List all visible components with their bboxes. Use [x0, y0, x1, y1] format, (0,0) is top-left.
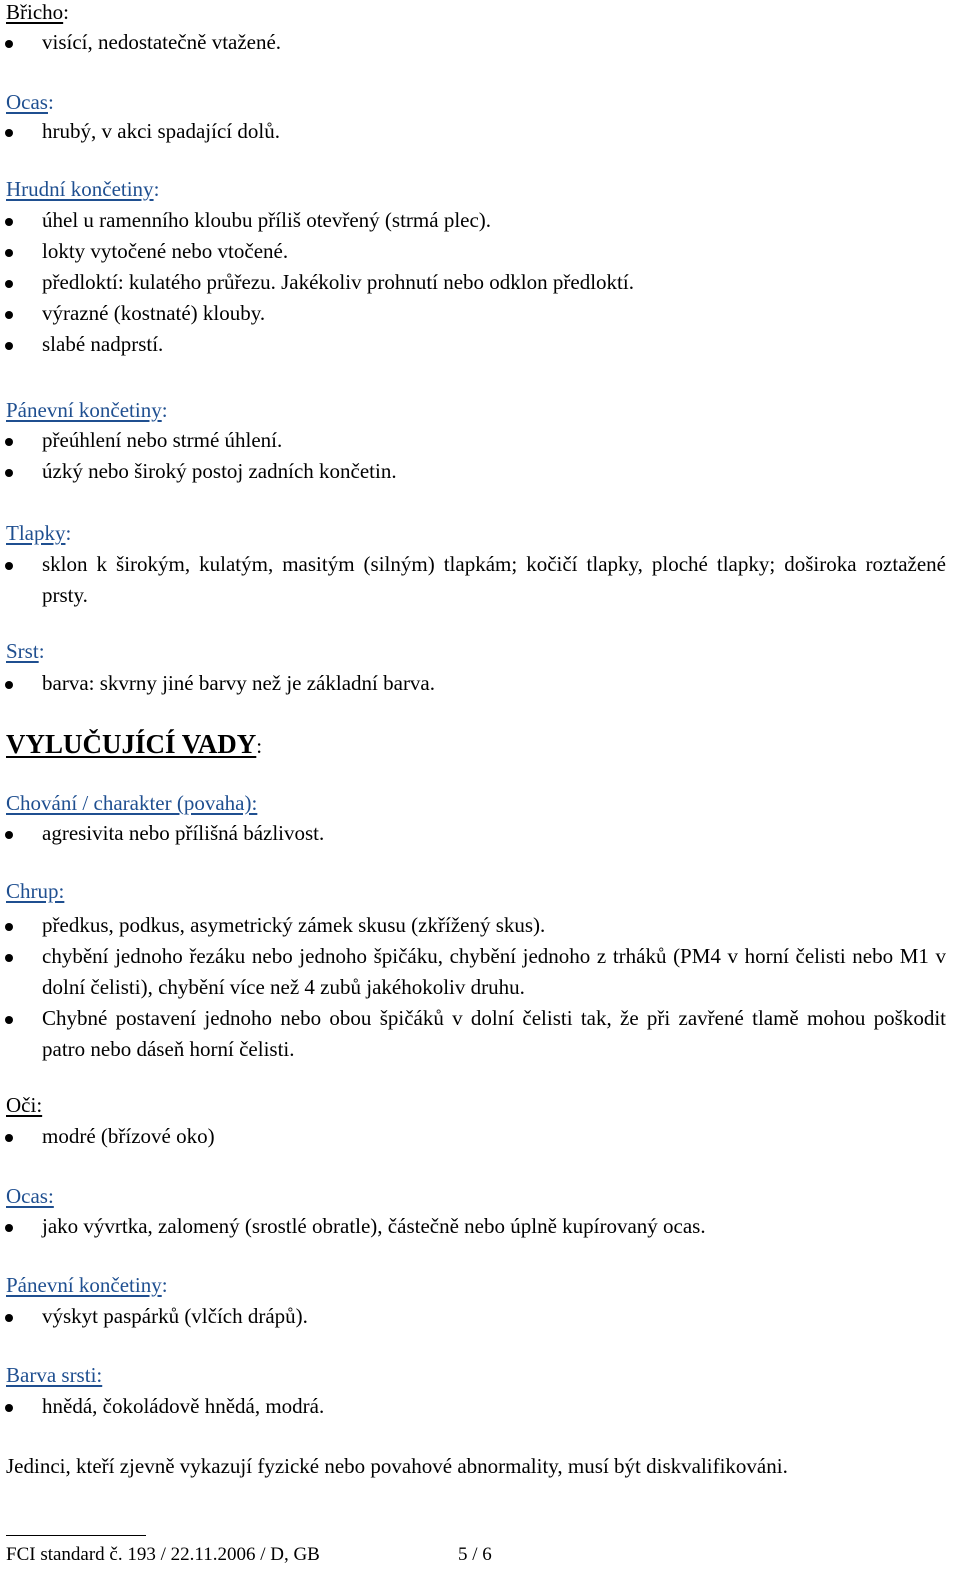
page-footer: [6, 1540, 956, 1570]
heading-colon: :: [63, 0, 69, 24]
page-number: 5 / 6: [458, 1544, 492, 1565]
bullet-icon: [5, 469, 13, 477]
list-item: modré (břízové oko): [0, 1121, 946, 1152]
heading-colon: :: [65, 521, 72, 545]
bullet-icon: [5, 218, 13, 226]
heading-colon: :: [38, 639, 45, 663]
section-heading: [6, 879, 64, 903]
bullet-icon: [5, 562, 13, 570]
heading-colon: :: [47, 90, 54, 114]
section-heading: [6, 791, 257, 815]
section-heading: [6, 90, 54, 114]
bullet-icon: [5, 438, 13, 446]
item-list: [0, 818, 960, 849]
section-heading: [6, 1363, 102, 1387]
footer-standard-text: FCI standard č. 193 / 22.11.2006 / D, GB: [6, 1544, 320, 1565]
item-list: [0, 1301, 960, 1332]
list-item: sklon k širokým, kulatým, masitým (silným) tlapkám; kočičí tlapky, ploché tlapky; doširoka roztažené prsty.: [0, 549, 946, 611]
item-list: [0, 549, 960, 611]
heading-text: Hrudní končetiny: [6, 177, 154, 201]
item-list: [0, 910, 960, 1065]
item-list: [0, 1121, 960, 1152]
list-item: Chybné postavení jednoho nebo obou špičáků v dolní čelisti tak, že při zavřené tlamě mohou poškodit patro nebo dáseň horní čelisti.: [0, 1003, 946, 1065]
heading-text: Barva srsti:: [6, 1363, 103, 1387]
bullet-icon: [5, 249, 13, 257]
item-list: [0, 1391, 960, 1422]
section-heading: [6, 0, 69, 24]
list-item: agresivita nebo přílišná bázlivost.: [0, 818, 946, 849]
bullet-icon: [5, 923, 13, 931]
closing-paragraph: Jedinci, kteří zjevně vykazují fyzické nebo povahové abnormality, musí být diskvalifikováni.: [6, 1454, 788, 1478]
heading-text: Tlapky: [6, 521, 66, 545]
list-item: předloktí: kulatého průřezu. Jakékoliv prohnutí nebo odklon předloktí.: [0, 267, 946, 298]
heading-text: VYLUČUJÍCÍ VADY: [6, 729, 257, 759]
heading-text: Pánevní končetiny: [6, 398, 162, 422]
list-item: přeúhlení nebo strmé úhlení.: [0, 425, 946, 456]
bullet-icon: [5, 280, 13, 288]
list-item: úhel u ramenního kloubu příliš otevřený (strmá plec).: [0, 205, 946, 236]
heading-text: Ocas: [6, 90, 48, 114]
heading-colon: :: [161, 1273, 168, 1297]
bullet-icon: [5, 1404, 13, 1412]
bullet-icon: [5, 1016, 13, 1024]
bullet-icon: [5, 954, 13, 962]
heading-colon: :: [153, 177, 160, 201]
list-item: úzký nebo široký postoj zadních končetin.: [0, 456, 946, 487]
heading-text: Srst: [6, 639, 39, 663]
list-item: chybění jednoho řezáku nebo jednoho špičáku, chybění jednoho z trháků (PM4 v horní čelisti nebo M1 v dolní čelisti), chybění více než 4 zubů jakéhokoliv druhu.: [0, 941, 946, 1003]
list-item: předkus, podkus, asymetrický zámek skusu (zkřížený skus).: [0, 910, 946, 941]
list-item: lokty vytočené nebo vtočené.: [0, 236, 946, 267]
item-list: [0, 27, 960, 58]
heading-colon: :: [256, 734, 263, 758]
bullet-icon: [5, 1314, 13, 1322]
item-list: [0, 1211, 960, 1242]
bullet-icon: [5, 129, 13, 137]
heading-text: Chování / charakter (povaha):: [6, 791, 258, 815]
bullet-icon: [5, 1224, 13, 1232]
heading-text: Oči:: [6, 1093, 43, 1117]
list-item: visící, nedostatečně vtažené.: [0, 27, 946, 58]
item-list: [0, 205, 960, 360]
list-item: hrubý, v akci spadající dolů.: [0, 116, 946, 147]
bullet-icon: [5, 831, 13, 839]
list-item: slabé nadprstí.: [0, 329, 946, 360]
bullet-icon: [5, 40, 13, 48]
section-heading: [6, 177, 159, 201]
section-heading: [6, 398, 168, 422]
section-heading: [6, 1184, 54, 1208]
bullet-icon: [5, 1134, 13, 1142]
footer-divider: [6, 1535, 146, 1536]
section-heading: [6, 521, 71, 545]
heading-text: Břicho: [6, 0, 64, 24]
list-item: hnědá, čokoládově hnědá, modrá.: [0, 1391, 946, 1422]
bullet-icon: [5, 342, 13, 350]
heading-text: Ocas:: [6, 1184, 54, 1208]
heading-text: Pánevní končetiny: [6, 1273, 162, 1297]
list-item: jako vývrtka, zalomený (srostlé obratle), částečně nebo úplně kupírovaný ocas.: [0, 1211, 946, 1242]
item-list: [0, 116, 960, 147]
major-heading: [6, 729, 262, 761]
section-heading: [6, 1093, 42, 1117]
section-heading: [6, 1273, 168, 1297]
section-heading: [6, 639, 45, 663]
bullet-icon: [5, 311, 13, 319]
list-item: barva: skvrny jiné barvy než je základní barva.: [0, 668, 946, 699]
list-item: výrazné (kostnaté) klouby.: [0, 298, 946, 329]
item-list: [0, 668, 960, 699]
item-list: [0, 425, 960, 487]
heading-text: Chrup:: [6, 879, 65, 903]
heading-colon: :: [161, 398, 168, 422]
list-item: výskyt paspárků (vlčích drápů).: [0, 1301, 946, 1332]
bullet-icon: [5, 681, 13, 689]
